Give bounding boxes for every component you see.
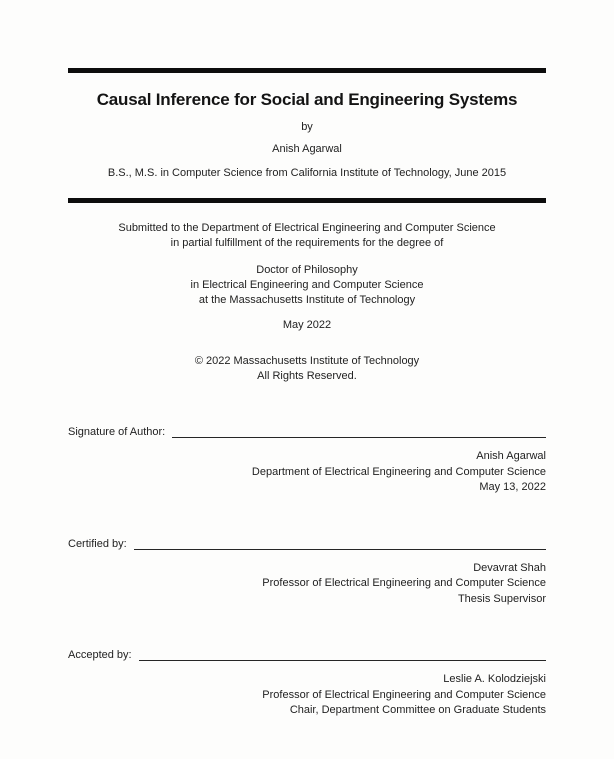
author-credentials: B.S., M.S. in Computer Science from California Institute of Technology, June 2015 <box>107 167 507 179</box>
signatory-name: Devavrat Shah <box>473 561 546 574</box>
signatory-role: Chair, Department Committee on Graduate Students <box>289 704 546 716</box>
signatory-name: Anish Agarwal <box>476 450 546 462</box>
signature-label: Certified by: <box>68 537 127 550</box>
submission-line-1: Submitted to the Department of Electrical Engineering and Computer Science <box>118 222 496 234</box>
signature-line <box>139 648 546 661</box>
signatory-role: Thesis Supervisor <box>457 592 546 605</box>
degree-statement <box>68 263 546 308</box>
signature-row <box>68 537 546 552</box>
copyright-notice <box>68 354 546 384</box>
submission-statement <box>68 221 546 251</box>
signature-row <box>68 648 546 663</box>
signatory-date: May 13, 2022 <box>479 481 546 493</box>
signature-line <box>134 537 546 550</box>
thesis-title: Causal Inference for Social and Engineering Systems <box>96 90 518 109</box>
copyright-line-1: © 2022 Massachusetts Institute of Technology <box>194 355 420 367</box>
degree-line-2: in Electrical Engineering and Computer Science <box>190 279 424 291</box>
top-rule <box>68 68 546 73</box>
signatory-details <box>68 561 546 608</box>
signatory-details <box>68 672 546 719</box>
signature-label: Signature of Author: <box>68 426 166 438</box>
submission-line-2: in partial fulfillment of the requirements for the degree of <box>170 237 444 249</box>
signature-line <box>172 425 546 438</box>
signatory-title: Department of Electrical Engineering and Computer Science <box>251 465 546 478</box>
author-name: Anish Agarwal <box>272 143 342 155</box>
degree-line-3: at the Massachusetts Institute of Technology <box>198 294 416 306</box>
signatory-name: Leslie A. Kolodziejski <box>443 673 546 685</box>
byline: by <box>301 121 313 133</box>
copyright-line-2: All Rights Reserved. <box>257 370 357 382</box>
signature-block-author <box>68 425 546 496</box>
degree-date: May 2022 <box>282 319 332 331</box>
signature-row <box>68 425 546 440</box>
signatory-details <box>68 449 546 496</box>
degree-line-1: Doctor of Philosophy <box>256 264 358 276</box>
page-content <box>0 68 614 719</box>
signature-block-accepted <box>68 648 546 719</box>
signature-label: Accepted by: <box>68 649 132 661</box>
signature-block-certified <box>68 537 546 608</box>
signatory-title: Professor of Electrical Engineering and Computer Science <box>262 688 546 701</box>
mid-rule <box>68 198 546 203</box>
signatory-title: Professor of Electrical Engineering and Computer Science <box>262 577 546 589</box>
